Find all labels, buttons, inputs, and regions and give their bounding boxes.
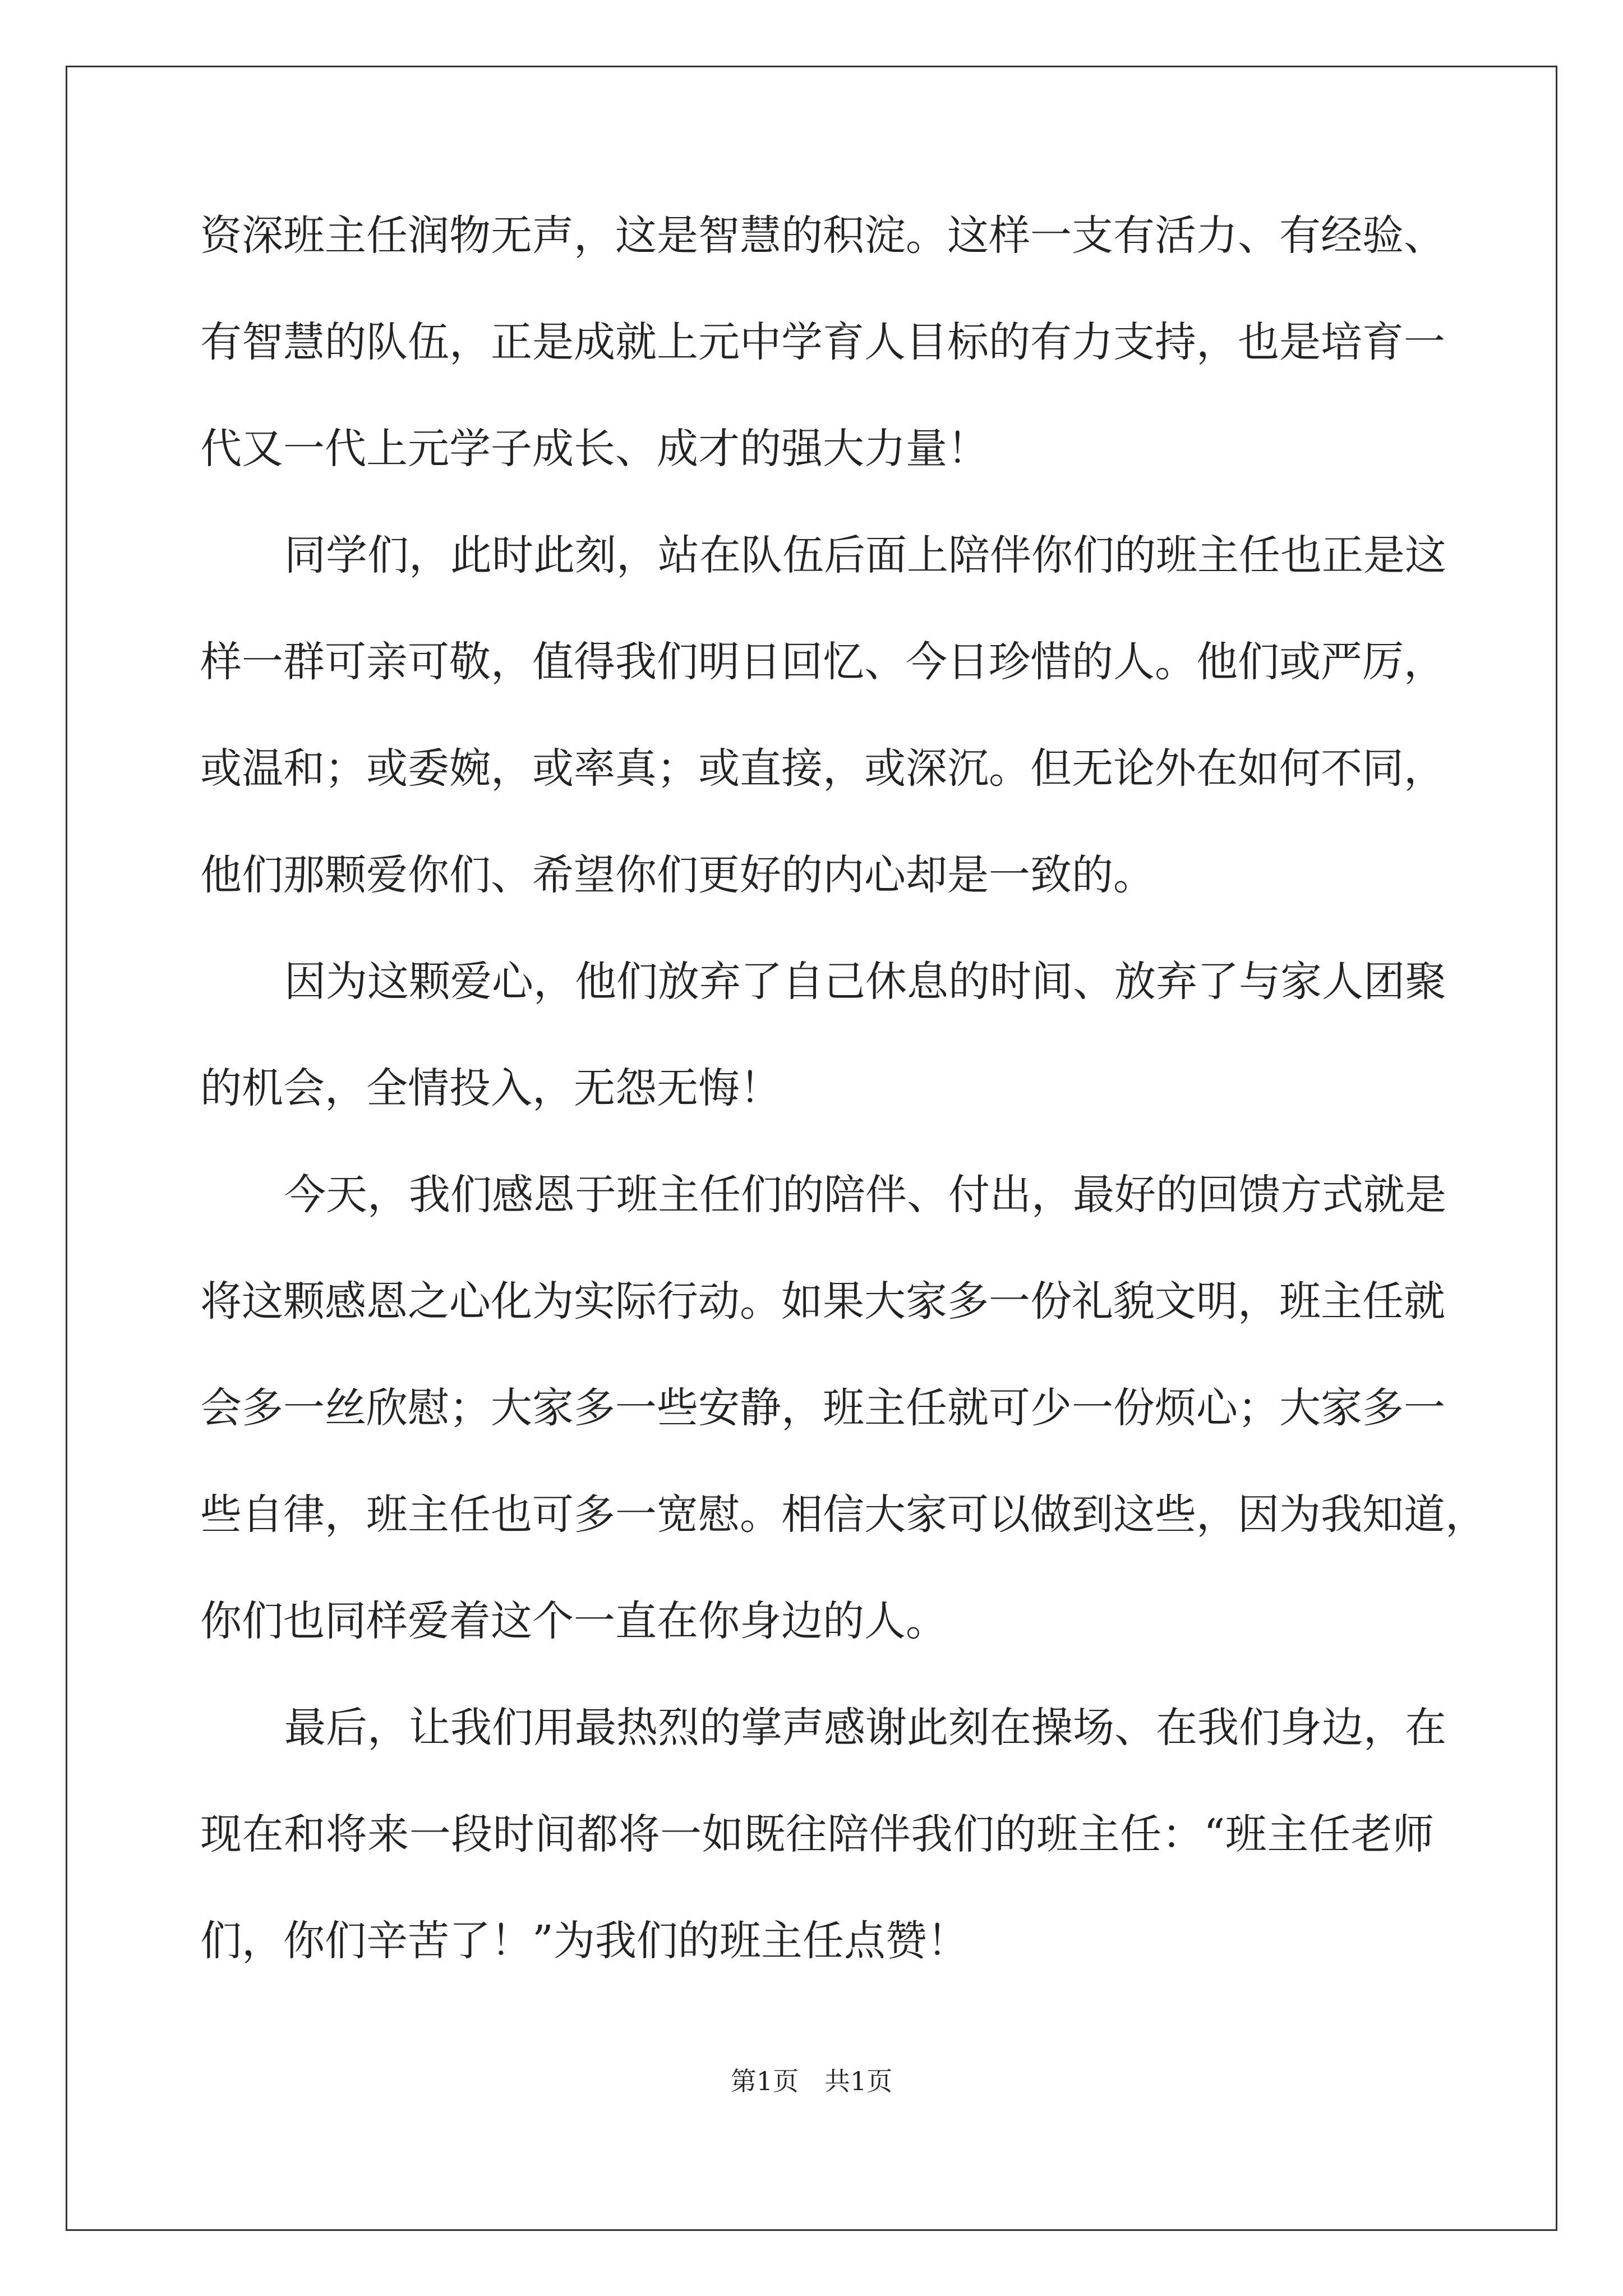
- text-line: 会多一丝欣慰；大家多一些安静，班主任就可少一份烦心；大家多一: [200, 1384, 1445, 1432]
- paragraph-first-line: 今天，我们感恩于班主任们的陪伴、付出，最好的回馈方式就是: [284, 1171, 1446, 1219]
- text-line: 代又一代上元学子成长、成才的强大力量！: [200, 425, 989, 473]
- text-line: 他们那颗爱你们、希望你们更好的内心却是一致的。: [200, 851, 1155, 899]
- text-line: 你们也同样爱着这个一直在你身边的人。: [200, 1597, 947, 1645]
- paragraph-first-line: 同学们，此时此刻，站在队伍后面上陪伴你们的班主任也正是这: [284, 531, 1446, 579]
- text-line: 们，你们辛苦了！”为我们的班主任点赞！: [200, 1917, 969, 1965]
- text-line: 或温和；或委婉，或率真；或直接，或深沉。但无论外在如何不同，: [200, 744, 1445, 793]
- text-line: 样一群可亲可敬，值得我们明日回忆、今日珍惜的人。他们或严厉，: [200, 638, 1445, 686]
- page-border: [66, 66, 1557, 2231]
- text-line: 资深班主任润物无声，这是智慧的积淀。这样一支有活力、有经验、: [200, 211, 1445, 260]
- text-line: 些自律，班主任也可多一宽慰。相信大家可以做到这些，因为我知道，: [200, 1490, 1487, 1539]
- text-line: 将这颗感恩之心化为实际行动。如果大家多一份礼貌文明，班主任就: [200, 1277, 1445, 1326]
- page-number-footer: 第1页 共1页: [730, 2066, 893, 2096]
- text-line: 的机会，全情投入，无怨无悔！: [200, 1064, 781, 1112]
- text-line: 现在和将来一段时间都将一如既往陪伴我们的班主任：“班主任老师: [200, 1810, 1434, 1858]
- paragraph-first-line: 因为这颗爱心，他们放弃了自己休息的时间、放弃了与家人团聚: [284, 958, 1446, 1006]
- text-line: 有智慧的队伍，正是成就上元中学育人目标的有力支持，也是培育一: [200, 318, 1445, 366]
- paragraph-first-line: 最后，让我们用最热烈的掌声感谢此刻在操场、在我们身边，在: [284, 1704, 1446, 1752]
